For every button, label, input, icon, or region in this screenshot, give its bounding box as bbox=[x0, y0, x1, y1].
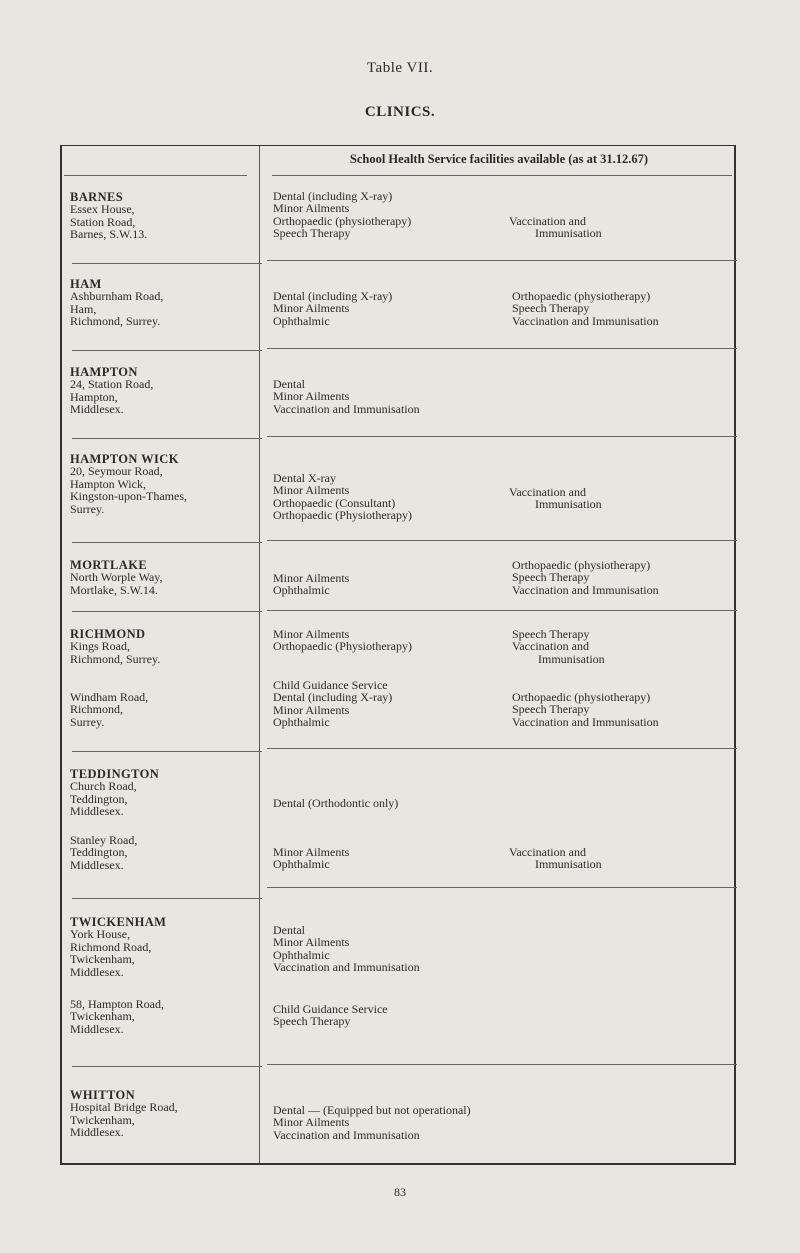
address-line: Richmond, Surrey. bbox=[70, 314, 161, 329]
facilities-list bbox=[273, 290, 392, 327]
row-separator bbox=[267, 610, 737, 611]
facility: Minor Ailments bbox=[273, 201, 350, 216]
row-separator bbox=[267, 1064, 737, 1065]
clinic-name: TWICKENHAM bbox=[70, 915, 167, 929]
clinic-twickenham-hampton-road bbox=[70, 998, 164, 1035]
facility: Vaccination and Immunisation bbox=[273, 960, 420, 975]
address-line: Kingston-upon-Thames, bbox=[70, 489, 187, 504]
address-line: Middlesex. bbox=[70, 402, 124, 417]
address-line: Ashburnham Road, bbox=[70, 289, 164, 304]
facility: Ophthalmic bbox=[273, 947, 330, 962]
table-number: Table VII. bbox=[366, 60, 434, 76]
facilities-list bbox=[509, 215, 602, 240]
facilities-list bbox=[273, 472, 412, 522]
facility: Dental (Orthodontic only) bbox=[273, 796, 399, 810]
facility: Minor Ailments bbox=[273, 627, 350, 641]
address-line: Essex House, bbox=[70, 202, 135, 217]
row-separator bbox=[267, 540, 737, 541]
clinic-name: WHITTON bbox=[70, 1088, 136, 1102]
facility: Minor Ailments bbox=[273, 845, 350, 859]
facility: Speech Therapy bbox=[512, 627, 590, 641]
row-separator bbox=[72, 263, 262, 264]
facility: Dental bbox=[273, 923, 305, 937]
facility: Orthopaedic (Physiotherapy) bbox=[273, 508, 412, 523]
address-line: Hospital Bridge Road, bbox=[70, 1100, 178, 1115]
address-line: Surrey. bbox=[70, 714, 105, 729]
address-line: North Worple Way, bbox=[70, 570, 163, 585]
row-separator bbox=[267, 436, 737, 437]
row-separator bbox=[72, 898, 262, 899]
page-heading: CLINICS. bbox=[364, 104, 436, 120]
facility: Orthopaedic (Consultant) bbox=[273, 495, 396, 510]
row-separator bbox=[272, 175, 732, 176]
facility: Vaccination and bbox=[509, 845, 586, 859]
row-separator bbox=[72, 1066, 262, 1067]
address-line: Barnes, S.W.13. bbox=[70, 227, 148, 242]
facility: Ophthalmic bbox=[273, 313, 330, 328]
clinic-name: RICHMOND bbox=[70, 627, 146, 641]
clinic-name: HAMPTON bbox=[70, 365, 138, 379]
facilities-list bbox=[273, 846, 349, 871]
facilities-list bbox=[509, 846, 602, 871]
facilities-list bbox=[273, 797, 398, 809]
facilities-list bbox=[273, 628, 412, 653]
facility: Child Guidance Service bbox=[273, 678, 388, 692]
row-separator bbox=[72, 438, 262, 439]
address-line: Hampton Wick, bbox=[70, 476, 146, 491]
clinic-teddington-stanley bbox=[70, 834, 137, 871]
address-line: Twickenham, bbox=[70, 952, 135, 967]
address-line: Windham Road, bbox=[70, 690, 149, 704]
facilities-list bbox=[509, 486, 602, 511]
address-line: 58, Hampton Road, bbox=[70, 997, 164, 1011]
facilities-list bbox=[273, 378, 420, 415]
address-line: Kings Road, bbox=[70, 639, 130, 654]
facility: Minor Ailments bbox=[273, 389, 350, 404]
facility: Minor Ailments bbox=[273, 571, 350, 585]
row-separator bbox=[72, 611, 262, 612]
address-line: Station Road, bbox=[70, 214, 136, 229]
facility: Minor Ailments bbox=[273, 483, 350, 498]
facility: Minor Ailments bbox=[273, 935, 350, 950]
facility: Orthopaedic (physiotherapy) bbox=[512, 289, 651, 303]
address-line: Twickenham, bbox=[70, 1009, 135, 1024]
facility: Speech Therapy bbox=[512, 702, 590, 717]
facilities-list bbox=[512, 691, 659, 728]
facility: Ophthalmic bbox=[273, 715, 330, 730]
clinic-barnes bbox=[70, 191, 147, 241]
facilities-list bbox=[273, 190, 411, 240]
clinic-name: HAM bbox=[70, 277, 102, 291]
facility: Vaccination and bbox=[509, 214, 586, 228]
facility: Immunisation bbox=[535, 857, 602, 872]
facility: Orthopaedic (physiotherapy) bbox=[512, 558, 651, 572]
address-line: Richmond, bbox=[70, 702, 123, 717]
address-line: Middlesex. bbox=[70, 804, 124, 819]
facility: Orthopaedic (physiotherapy) bbox=[512, 690, 651, 704]
address-line: Richmond Road, bbox=[70, 939, 152, 954]
facility: Child Guidance Service bbox=[273, 1002, 388, 1016]
clinic-name: BARNES bbox=[70, 190, 124, 204]
address-line: Middlesex. bbox=[70, 857, 124, 872]
facility: Speech Therapy bbox=[273, 1014, 351, 1029]
address-line: Middlesex. bbox=[70, 1021, 124, 1036]
row-separator bbox=[267, 887, 737, 888]
address-line: Richmond, Surrey. bbox=[70, 651, 161, 666]
address-line: Stanley Road, bbox=[70, 833, 138, 847]
address-line: Teddington, bbox=[70, 845, 128, 860]
facilities-list bbox=[273, 679, 392, 729]
facility: Orthopaedic (physiotherapy) bbox=[273, 213, 412, 228]
row-separator bbox=[72, 350, 262, 351]
address-line: Middlesex. bbox=[70, 964, 124, 979]
facility: Speech Therapy bbox=[512, 301, 590, 316]
clinics-table bbox=[60, 145, 736, 1165]
address-line: Teddington, bbox=[70, 791, 128, 806]
address-line: Twickenham, bbox=[70, 1112, 135, 1127]
facility: Vaccination and bbox=[509, 485, 586, 499]
address-line: 20, Seymour Road, bbox=[70, 464, 163, 479]
facility: Minor Ailments bbox=[273, 301, 350, 316]
address-line: Ham, bbox=[70, 301, 97, 316]
clinic-teddington bbox=[70, 768, 159, 818]
row-separator bbox=[267, 260, 737, 261]
facilities-list bbox=[512, 628, 605, 665]
column-divider bbox=[259, 146, 260, 1163]
page-number: 83 bbox=[394, 1185, 406, 1199]
clinic-richmond-windham bbox=[70, 691, 148, 728]
facility: Immunisation bbox=[535, 226, 602, 241]
facility: Immunisation bbox=[535, 497, 602, 512]
facility: Minor Ailments bbox=[273, 1115, 350, 1130]
facility: Ophthalmic bbox=[273, 583, 330, 598]
clinic-twickenham bbox=[70, 916, 166, 978]
address-line: 24, Station Road, bbox=[70, 377, 154, 392]
column-header: School Health Service facilities available (as at 31.12.67) bbox=[349, 152, 649, 166]
clinic-ham bbox=[70, 278, 163, 328]
facility: Orthopaedic (Physiotherapy) bbox=[273, 639, 412, 654]
row-separator bbox=[64, 175, 247, 176]
facility: Vaccination and Immunisation bbox=[273, 401, 420, 416]
facility: Speech Therapy bbox=[512, 570, 590, 585]
row-separator bbox=[267, 348, 737, 349]
clinic-name: TEDDINGTON bbox=[70, 767, 160, 781]
clinic-hampton bbox=[70, 366, 153, 416]
facility: Dental (including X-ray) bbox=[273, 189, 393, 203]
facilities-list bbox=[273, 1003, 388, 1028]
address-line: Surrey. bbox=[70, 501, 105, 516]
facility: Dental (including X-ray) bbox=[273, 289, 393, 303]
facility: Vaccination and Immunisation bbox=[512, 582, 659, 597]
address-line: Hampton, bbox=[70, 389, 118, 404]
facility: Vaccination and bbox=[512, 639, 589, 654]
row-separator bbox=[72, 542, 262, 543]
clinic-name: MORTLAKE bbox=[70, 558, 148, 572]
facility: Vaccination and Immunisation bbox=[512, 313, 659, 328]
facility: Minor Ailments bbox=[273, 702, 350, 717]
address-line: York House, bbox=[70, 927, 131, 942]
facilities-list bbox=[273, 1104, 471, 1141]
facility: Vaccination and Immunisation bbox=[512, 714, 659, 729]
clinic-richmond bbox=[70, 628, 160, 665]
address-line: Mortlake, S.W.14. bbox=[70, 582, 158, 597]
address-line: Middlesex. bbox=[70, 1125, 124, 1140]
facilities-list bbox=[273, 572, 349, 597]
address-line: Church Road, bbox=[70, 779, 137, 794]
clinic-hampton-wick bbox=[70, 453, 187, 515]
row-separator bbox=[72, 751, 262, 752]
clinic-mortlake bbox=[70, 559, 163, 596]
facility: Dental (including X-ray) bbox=[273, 690, 393, 705]
clinic-name: HAMPTON WICK bbox=[70, 452, 179, 466]
facility: Ophthalmic bbox=[273, 857, 330, 872]
row-separator bbox=[267, 748, 737, 749]
facility: Speech Therapy bbox=[273, 226, 351, 241]
facility: Vaccination and Immunisation bbox=[273, 1127, 420, 1142]
clinic-whitton bbox=[70, 1089, 178, 1139]
facility: Dental bbox=[273, 377, 305, 391]
facility: Dental X-ray bbox=[273, 471, 336, 485]
facilities-list bbox=[273, 924, 420, 974]
facility: Dental — (Equipped but not operational) bbox=[273, 1103, 471, 1117]
facility: Immunisation bbox=[538, 651, 605, 666]
facilities-list bbox=[512, 559, 659, 596]
facilities-list bbox=[512, 290, 659, 327]
